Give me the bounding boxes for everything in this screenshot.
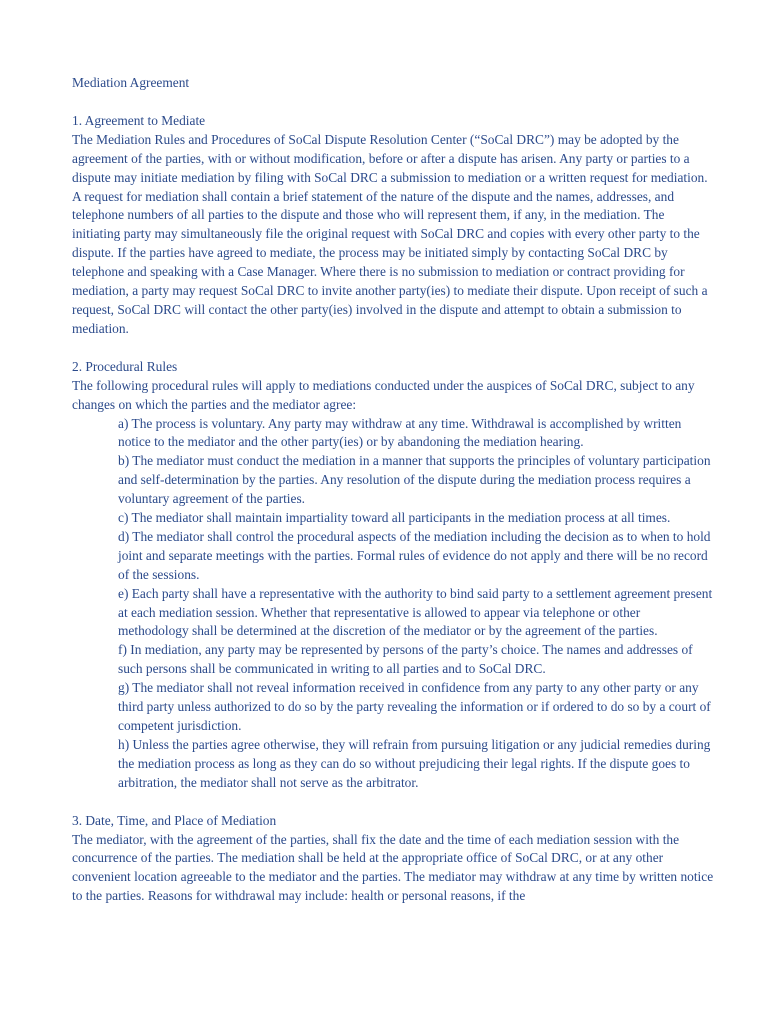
list-item: d) The mediator shall control the procedural aspects of the mediation including the decision as to when to hold joint and separate meetings with the parties. Formal rules of evidence do not apply and there will be no record of the sessions. (118, 528, 711, 582)
section-procedural-rules (72, 358, 714, 793)
section-paragraph: The following procedural rules will apply to mediations conducted under the auspices of SoCal DRC, subject to any changes on which the parties and the mediator agree: (72, 377, 695, 412)
section-paragraph: The Mediation Rules and Procedures of SoCal Dispute Resolution Center (“SoCal DRC”) may be adopted by the agreement of the parties, with or without modification, before or after a dispute has arisen. Any party or parties to a dispute may initiate mediation by filing with SoCal DRC a submission to mediation or a written request for mediation. A request for mediation shall contain a brief statement of the nature of the dispute and the names, addresses, and telephone numbers of all parties to the dispute and those who will represent them, if any, in the mediation. The initiating party may simultaneously file the original request with SoCal DRC and copies with every other party to the dispute. If the parties have agreed to mediate, the process may be initiated simply by contacting SoCal DRC by telephone and speaking with a Case Manager. Where there is no submission to mediation or contract providing for mediation, a party may request SoCal DRC to invite another party(ies) to mediate their dispute. Upon receipt of such a request, SoCal DRC will contact the other party(ies) involved in the dispute and attempt to obtain a submission to mediation. (72, 131, 708, 336)
document-title: Mediation Agreement (72, 75, 190, 90)
document-page (72, 74, 714, 925)
list-item: h) Unless the parties agree otherwise, they will refrain from pursuing litigation or any judicial remedies during the mediation process as long as they can do so without prejudicing their legal rights. If the dispute goes to arbitration, the mediator shall not serve as the arbitrator. (118, 736, 711, 790)
list-item: c) The mediator shall maintain impartiality toward all participants in the mediation process at all times. (118, 510, 671, 526)
section-heading: 1. Agreement to Mediate (72, 112, 206, 128)
list-item: a) The process is voluntary. Any party may withdraw at any time. Withdrawal is accomplished by written notice to the mediator and the other party(ies) or by abandoning the mediation hearing. (118, 415, 682, 450)
section-date-time-place (72, 812, 714, 907)
section-paragraph: The mediator, with the agreement of the parties, shall fix the date and the time of each mediation session with the concurrence of the parties. The mediation shall be held at the appropriate office of SoCal DRC, or at any other convenient location agreeable to the mediator and the parties. The mediator may withdraw at any time by written notice to the parties. Reasons for withdrawal may include: health or personal reasons, if the (72, 831, 714, 904)
section-agreement-to-mediate (72, 112, 714, 339)
section-heading: 2. Procedural Rules (72, 358, 178, 374)
procedural-rules-list (72, 415, 714, 793)
list-item: e) Each party shall have a representative with the authority to bind said party to a settlement agreement present at each mediation session. Whether that representative is allowed to appear via telephone or other methodology shall be determined at the discretion of the mediator or by the agreement of the parties. (118, 585, 713, 639)
section-heading: 3. Date, Time, and Place of Mediation (72, 812, 277, 828)
list-item: b) The mediator must conduct the mediation in a manner that supports the principles of voluntary participation and self-determination by the parties. Any resolution of the dispute during the mediation process requires a voluntary agreement of the parties. (118, 453, 711, 507)
list-item: f) In mediation, any party may be represented by persons of the party’s choice. The names and addresses of such persons shall be communicated in writing to all parties and to SoCal DRC. (118, 642, 693, 677)
list-item: g) The mediator shall not reveal information received in confidence from any party to any other party or any third party unless authorized to do so by the party revealing the information or if ordered to do so by a court of competent jurisdiction. (118, 680, 711, 733)
